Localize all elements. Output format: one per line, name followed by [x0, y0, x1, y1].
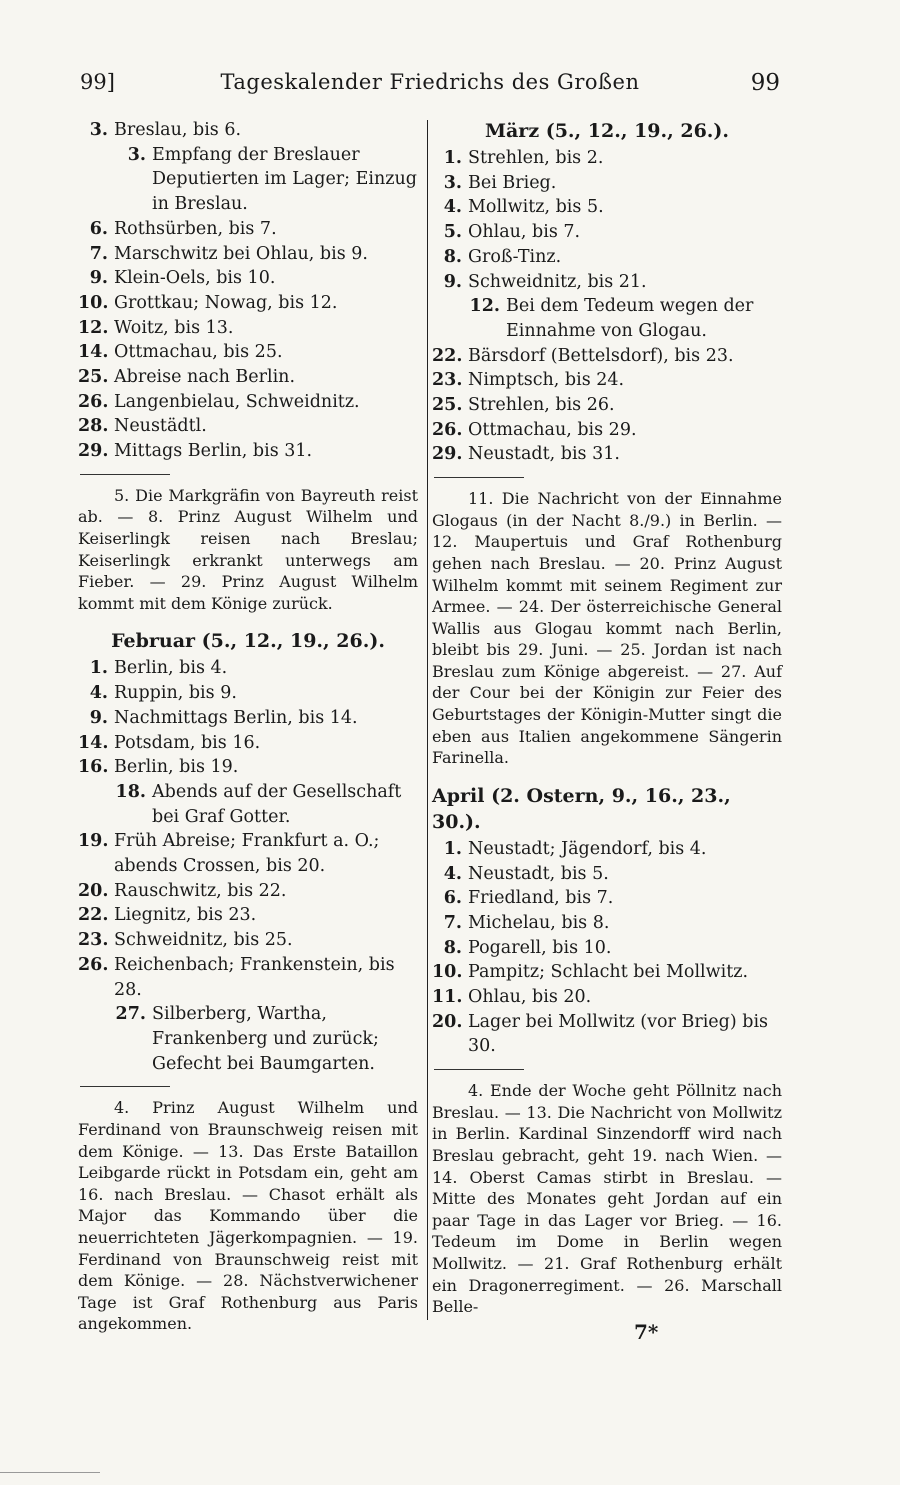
entry-day: 20. — [78, 880, 109, 901]
section-separator — [80, 474, 170, 475]
entry-day: 20. — [432, 1011, 463, 1032]
entry-day: 5. — [443, 222, 462, 243]
entry-text: Langenbielau, Schweidnitz. — [114, 391, 360, 412]
calendar-entry — [432, 985, 782, 1010]
entry-day: 10. — [432, 962, 463, 983]
month-heading-march: März (5., 12., 19., 26.). — [484, 120, 730, 142]
running-header — [80, 70, 780, 102]
calendar-entry — [78, 365, 418, 390]
calendar-entry — [432, 393, 782, 418]
entry-day: 25. — [78, 367, 109, 388]
calendar-entry — [78, 217, 418, 242]
entry-text: Reichenbach; Frankenstein, bis 28. — [114, 954, 395, 1000]
entry-day: 19. — [78, 831, 109, 852]
entry-text: Nachmittags Berlin, bis 14. — [114, 707, 358, 728]
calendar-entry — [78, 731, 418, 756]
calendar-entry — [432, 195, 782, 220]
entry-day: 14. — [78, 732, 109, 753]
entry-day: 4. — [89, 683, 108, 704]
entry-text: Nimptsch, bis 24. — [468, 370, 625, 391]
entry-day: 27. — [115, 1004, 146, 1025]
entry-day: 3. — [443, 172, 462, 193]
calendar-entry — [432, 368, 782, 393]
entry-text: Liegnitz, bis 23. — [114, 905, 257, 926]
calendar-entry — [432, 294, 782, 343]
entry-text: Früh Abreise; Frankfurt a. O.; abends Crossen, bis 20. — [114, 831, 380, 877]
entry-text: Breslau, bis 6. — [114, 120, 242, 140]
february-note: 4. Prinz August Wilhelm und Ferdinand von Braunschweig reisen mit dem Könige. — 13. Das Erste Bataillon Leibgarde rückt in Potsdam ein, geht am 16. nach Breslau. — Chasot erhält als Major das Kommando über die neuerrichteten Jägerkompagnien. — 19. Ferdinand von Braunschweig reist mit dem Könige. — 28. Nächstverwichener Tage ist Graf Rothenburg aus Paris angekommen. — [78, 1098, 418, 1334]
entry-day: 9. — [443, 271, 462, 292]
april-entries — [432, 837, 782, 1059]
january-entries — [78, 118, 418, 464]
entry-day: 1. — [89, 658, 108, 679]
entry-text: Berlin, bis 19. — [114, 757, 239, 778]
entry-text: Rothsürben, bis 7. — [114, 218, 277, 239]
page-number-right: 99 — [750, 70, 780, 96]
entry-day: 29. — [78, 441, 109, 462]
calendar-entry — [432, 911, 782, 936]
entry-day: 23. — [432, 370, 463, 391]
entry-text: Pampitz; Schlacht bei Mollwitz. — [468, 962, 749, 983]
entry-day: 7. — [443, 912, 462, 933]
entry-text: Woitz, bis 13. — [114, 317, 234, 338]
entry-day: 1. — [443, 838, 462, 859]
calendar-entry — [432, 171, 782, 196]
calendar-entry — [432, 936, 782, 961]
calendar-entry — [432, 862, 782, 887]
month-heading-april: April (2. Ostern, 9., 16., 23., 30.). — [432, 784, 731, 833]
calendar-entry — [78, 316, 418, 341]
entry-text: Michelau, bis 8. — [468, 912, 610, 933]
entry-day: 8. — [443, 937, 462, 958]
entry-text: Schweidnitz, bis 25. — [114, 930, 293, 951]
entry-text: Neustadt, bis 31. — [468, 444, 620, 465]
calendar-entry — [78, 118, 418, 143]
march-note: 11. Die Nachricht von der Einnahme Glogaus (in der Nacht 8./9.) in Berlin. — 12. Maupertuis und Graf Rothenburg gehen nach Breslau. — 20. Prinz August Wilhelm kommt mit seinem Regiment zur Armee. — 24. Der österreichische General Wallis aus Glogau kommt nach Berlin, bleibt bis 29. Juni. — 25. Jordan ist nach Breslau zum Könige abgereist. — 27. Auf der Cour bei der Königin zur Feier des Geburtstages der Königin-Mutter singt die eben aus Italien angekommene Sängerin Farinella. — [432, 489, 782, 768]
entry-day: 4. — [443, 863, 462, 884]
entry-text: Klein-Oels, bis 10. — [114, 268, 276, 289]
section-separator — [434, 477, 524, 478]
calendar-entry — [432, 442, 782, 467]
entry-day: 22. — [78, 905, 109, 926]
calendar-entry — [78, 1002, 418, 1076]
january-note: 5. Die Markgräfin von Bayreuth reist ab. — 8. Prinz August Wilhelm und Keiserlingk reisen nach Breslau; Keiserlingk erkrankt unterwegs am Fieber. — 29. Prinz August Wilhelm kommt mit dem Könige zurück. — [78, 485, 418, 613]
entry-day: 22. — [432, 345, 463, 366]
calendar-entry — [78, 928, 418, 953]
calendar-entry — [432, 837, 782, 862]
section-separator — [434, 1069, 524, 1070]
calendar-entry — [432, 886, 782, 911]
calendar-entry — [78, 656, 418, 681]
april-note: 4. Ende der Woche geht Pöllnitz nach Breslau. — 13. Die Nachricht von Mollwitz in Berlin. Kardinal Sinzendorff wird nach Breslau gebracht, geht 19. nach Wien. — 14. Oberst Camas stirbt in Breslau. — Mitte des Monates geht Jordan auf ein paar Tage in das Lager vor Brieg. — 16. Tedeum im Dome in Berlin wegen Mollwitz. — 21. Graf Rothenburg erhält ein Dragonerregiment. — 26. Marschall Belle- — [432, 1081, 782, 1317]
entry-text: Empfang der Breslauer Deputierten im Lager; Einzug in Breslau. — [152, 144, 417, 215]
calendar-entry — [432, 418, 782, 443]
entry-text: Ottmachau, bis 25. — [114, 342, 283, 363]
calendar-entry — [78, 755, 418, 780]
month-heading-february: Februar (5., 12., 19., 26.). — [111, 630, 385, 653]
entry-text: Potsdam, bis 16. — [114, 732, 261, 753]
entry-day: 26. — [432, 419, 463, 440]
entry-day: 25. — [432, 395, 463, 416]
february-entries — [78, 656, 418, 1076]
entry-text: Grottkau; Nowag, bis 12. — [114, 292, 338, 313]
calendar-entry — [78, 414, 418, 439]
calendar-entry — [78, 681, 418, 706]
calendar-entry — [78, 266, 418, 291]
entry-day: 3. — [127, 144, 146, 165]
calendar-entry — [78, 439, 418, 464]
entry-day: 12. — [78, 317, 109, 338]
entry-day: 6. — [443, 888, 462, 909]
calendar-entry — [78, 829, 418, 878]
entry-text: Friedland, bis 7. — [468, 888, 614, 909]
entry-day: 6. — [89, 218, 108, 239]
entry-day: 10. — [78, 292, 109, 313]
entry-text: Silberberg, Wartha, Frankenberg und zurück; Gefecht bei Baumgarten. — [152, 1004, 379, 1074]
entry-text: Ottmachau, bis 29. — [468, 419, 637, 440]
entry-day: 8. — [443, 246, 462, 267]
entry-text: Neustadt, bis 5. — [468, 863, 609, 884]
entry-day: 23. — [78, 930, 109, 951]
calendar-entry — [432, 220, 782, 245]
entry-day: 12. — [469, 296, 500, 317]
calendar-entry — [78, 780, 418, 829]
entry-day: 9. — [89, 268, 108, 289]
entry-text: Pogarell, bis 10. — [468, 937, 612, 958]
entry-text: Ruppin, bis 9. — [114, 683, 237, 704]
calendar-entry — [78, 879, 418, 904]
calendar-entry — [78, 903, 418, 928]
calendar-entry — [432, 344, 782, 369]
entry-text: Ohlau, bis 7. — [468, 222, 581, 243]
entry-day: 26. — [78, 391, 109, 412]
entry-day: 3. — [89, 120, 108, 140]
entry-day: 11. — [432, 987, 463, 1008]
calendar-entry — [432, 245, 782, 270]
calendar-entry — [78, 143, 418, 217]
section-separator — [80, 1086, 170, 1087]
entry-text: Abreise nach Berlin. — [114, 367, 296, 388]
entry-text: Neustädtl. — [114, 416, 207, 437]
entry-text: Schweidnitz, bis 21. — [468, 271, 647, 292]
entry-text: Groß-Tinz. — [468, 246, 562, 267]
calendar-entry — [78, 242, 418, 267]
right-column — [432, 118, 782, 1318]
entry-day: 7. — [89, 243, 108, 264]
entry-day: 9. — [89, 707, 108, 728]
calendar-entry — [78, 953, 418, 1002]
calendar-entry — [78, 340, 418, 365]
march-entries — [432, 146, 782, 467]
entry-day: 4. — [443, 197, 462, 218]
signature-mark: 7* — [634, 1320, 659, 1344]
entry-text: Ohlau, bis 20. — [468, 987, 592, 1008]
running-title: Tageskalender Friedrichs des Großen — [220, 70, 640, 94]
entry-day: 14. — [78, 342, 109, 363]
entry-text: Bärsdorf (Bettelsdorf), bis 23. — [468, 345, 734, 366]
entry-day: 1. — [443, 148, 462, 168]
calendar-entry — [432, 960, 782, 985]
entry-day: 26. — [78, 954, 109, 975]
entry-text: Lager bei Mollwitz (vor Brieg) bis 30. — [468, 1011, 769, 1057]
entry-text: Strehlen, bis 2. — [468, 148, 604, 168]
entry-text: Strehlen, bis 26. — [468, 395, 615, 416]
page-number-left: 99] — [80, 70, 115, 94]
calendar-entry — [78, 706, 418, 731]
entry-text: Marschwitz bei Ohlau, bis 9. — [114, 243, 368, 264]
calendar-entry — [432, 1010, 782, 1059]
entry-text: Bei dem Tedeum wegen der Einnahme von Glogau. — [506, 296, 754, 341]
entry-day: 28. — [78, 416, 109, 437]
entry-day: 29. — [432, 444, 463, 465]
column-divider — [427, 120, 428, 1320]
entry-text: Mittags Berlin, bis 31. — [114, 441, 313, 462]
calendar-entry — [432, 146, 782, 171]
entry-text: Neustadt; Jägendorf, bis 4. — [468, 838, 707, 859]
entry-text: Abends auf der Gesellschaft bei Graf Gotter. — [152, 781, 402, 827]
entry-text: Bei Brieg. — [468, 172, 557, 193]
calendar-entry — [78, 390, 418, 415]
left-column — [78, 118, 418, 1335]
entry-text: Rauschwitz, bis 22. — [114, 880, 287, 901]
entry-day: 16. — [78, 757, 109, 778]
entry-text: Mollwitz, bis 5. — [468, 197, 604, 218]
scan-edge-line — [0, 1472, 100, 1473]
calendar-entry — [78, 291, 418, 316]
calendar-entry — [432, 270, 782, 295]
entry-text: Berlin, bis 4. — [114, 658, 228, 679]
entry-day: 18. — [115, 781, 146, 802]
